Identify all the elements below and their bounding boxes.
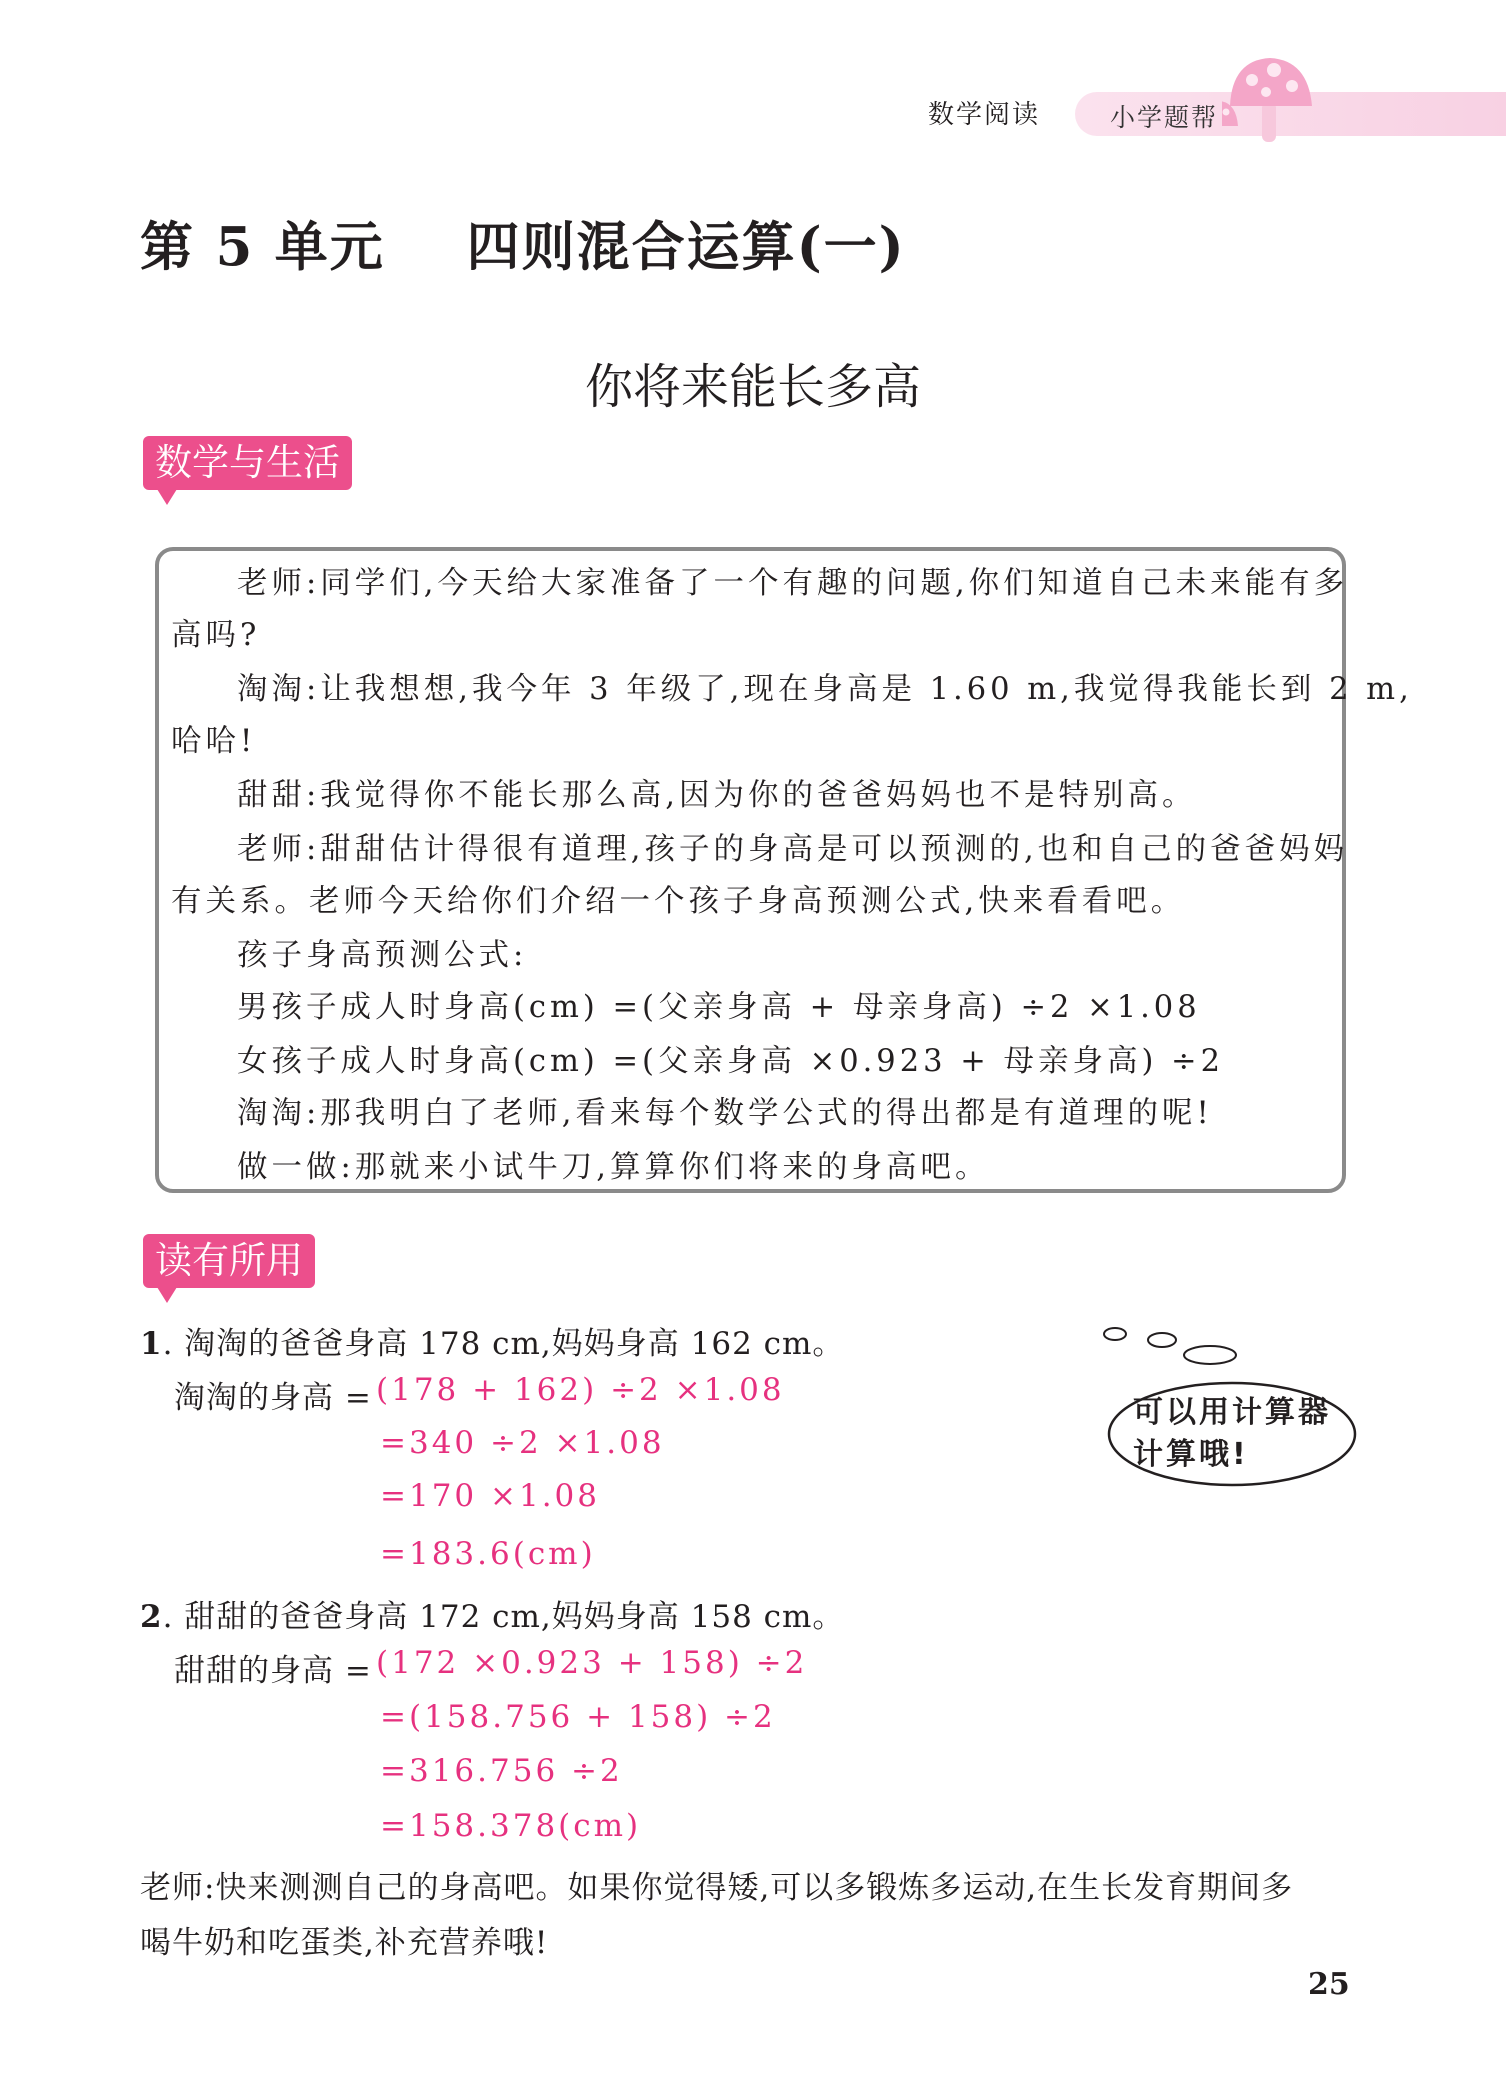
mushroom-icon bbox=[1222, 54, 1342, 154]
dialog-line: 女孩子成人时身高(cm) =(父亲身高 ×0.923 + 母亲身高) ÷2 bbox=[237, 1044, 1225, 1079]
dialog-line: 有关系。老师今天给你们介绍一个孩子身高预测公式,快来看看吧。 bbox=[171, 884, 1186, 919]
dialog-line: 甜甜:我觉得你不能长那么高,因为你的爸爸妈妈也不是特别高。 bbox=[237, 778, 1197, 813]
solution-step: =316.756 ÷2 bbox=[380, 1753, 623, 1789]
solution-step: =170 ×1.08 bbox=[380, 1478, 600, 1514]
closing-line: 喝牛奶和吃蛋类,补充营养哦! bbox=[140, 1925, 549, 1961]
dialog-line: 孩子身高预测公式: bbox=[237, 938, 528, 973]
dialog-line: 淘淘:让我想想,我今年 3 年级了,现在身高是 1.60 m,我觉得我能长到 2 m, bbox=[237, 672, 1413, 707]
problem-1-label: 淘淘的身高 = bbox=[174, 1380, 372, 1416]
solution-step: =(158.756 + 158) ÷2 bbox=[380, 1699, 776, 1735]
section-tag-pointer bbox=[157, 489, 177, 505]
problem-number: 1 bbox=[140, 1326, 163, 1362]
thought-bubble-text bbox=[1133, 1392, 1331, 1476]
problem-text: . 淘淘的爸爸身高 178 cm,妈妈身高 162 cm。 bbox=[162, 1326, 845, 1362]
lesson-title: 你将来能长多高 bbox=[584, 359, 921, 415]
dialog-line: 高吗? bbox=[171, 618, 261, 653]
thought-line: 可以用计算器 bbox=[1133, 1395, 1331, 1430]
closing-line: 老师:快来测测自己的身高吧。如果你觉得矮,可以多锻炼多运动,在生长发育期间多 bbox=[140, 1870, 1294, 1906]
dialog-line: 老师:同学们,今天给大家准备了一个有趣的问题,你们知道自己未来能有多 bbox=[237, 566, 1349, 601]
dialog-line: 做一做:那就来小试牛刀,算算你们将来的身高吧。 bbox=[237, 1150, 990, 1185]
section-tag-read-use: 读有所用 bbox=[143, 1234, 315, 1288]
problem-text: . 甜甜的爸爸身高 172 cm,妈妈身高 158 cm。 bbox=[162, 1599, 845, 1635]
dialog-line: 男孩子成人时身高(cm) =(父亲身高 + 母亲身高) ÷2 ×1.08 bbox=[237, 990, 1201, 1025]
solution-step: =340 ÷2 ×1.08 bbox=[380, 1425, 665, 1461]
problem-number: 2 bbox=[140, 1599, 163, 1635]
dialog-line: 哈哈! bbox=[171, 724, 257, 759]
section-tag-math-life: 数学与生活 bbox=[143, 436, 352, 490]
series-title: 小学题帮 bbox=[1110, 103, 1219, 132]
problem-1-question bbox=[140, 1318, 844, 1363]
problem-2-question bbox=[140, 1591, 844, 1636]
page-number: 25 bbox=[1308, 1967, 1350, 2002]
dialog-line: 老师:甜甜估计得很有道理,孩子的身高是可以预测的,也和自己的爸爸妈妈 bbox=[237, 832, 1349, 867]
unit-title: 第 5 单元 四则混合运算(一) bbox=[140, 216, 906, 278]
dialog-line: 淘淘:那我明白了老师,看来每个数学公式的得出都是有道理的呢! bbox=[237, 1096, 1213, 1131]
solution-step: (178 + 162) ÷2 ×1.08 bbox=[376, 1372, 785, 1408]
thought-line: 计算哦! bbox=[1133, 1437, 1249, 1472]
problem-2-label: 甜甜的身高 = bbox=[174, 1653, 372, 1689]
solution-step: (172 ×0.923 + 158) ÷2 bbox=[376, 1645, 808, 1681]
solution-step: =183.6(cm) bbox=[380, 1536, 596, 1572]
solution-step: =158.378(cm) bbox=[380, 1808, 642, 1844]
book-title: 数学阅读 bbox=[928, 100, 1041, 130]
section-tag-pointer bbox=[157, 1287, 177, 1303]
